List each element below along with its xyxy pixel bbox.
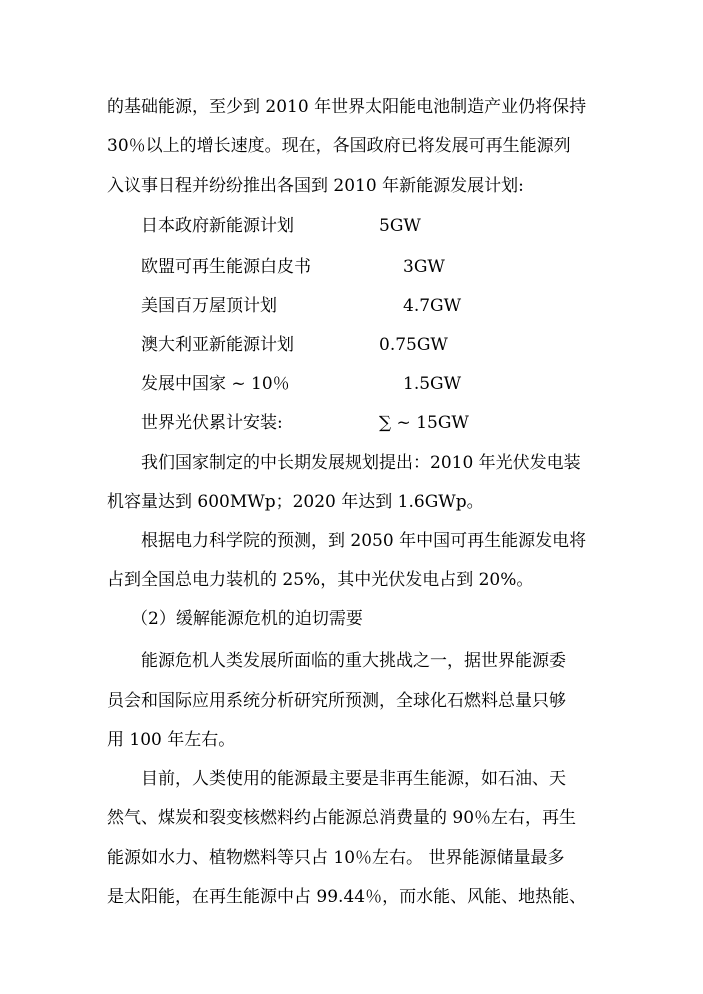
paragraph-3-line-2: 占到全国总电力装机的 25%，其中光伏发电占到 20%。 — [107, 570, 534, 590]
plan-row-japan — [141, 215, 621, 237]
plan-row-usa — [141, 295, 621, 317]
paragraph-3-line-1: 根据电力科学院的预测，到 2050 年中国可再生能源发电将 — [141, 531, 587, 551]
plan-value: ∑ ~ 15GW — [379, 413, 469, 433]
paragraph-5-line-4: 是太阳能，在再生能源中占 99.44％，而水能、风能、地热能、 — [107, 887, 587, 907]
paragraph-2-line-1: 我们国家制定的中长期发展规划提出：2010 年光伏发电装 — [141, 453, 581, 473]
paragraph-5-line-2: 然气、煤炭和裂变核燃料约占能源总消费量的 90％左右，再生 — [107, 808, 577, 828]
paragraph-4-line-2: 员会和国际应用系统分析研究所预测，全球化石燃料总量只够 — [107, 691, 566, 711]
plan-value: 1.5GW — [403, 374, 462, 394]
paragraph-1-line-2: 30％以上的增长速度。现在，各国政府已将发展可再生能源列 — [107, 136, 571, 156]
plan-name: 世界光伏累计安装: — [141, 413, 283, 433]
paragraph-5-line-3: 能源如水力、植物燃料等只占 10％左右。 世界能源储量最多 — [107, 848, 565, 868]
section-heading: （2）缓解能源危机的迫切需要 — [131, 609, 363, 629]
plan-row-eu — [141, 256, 621, 278]
plan-row-world — [141, 412, 621, 434]
plan-value: 5GW — [379, 216, 421, 236]
plan-name: 日本政府新能源计划 — [141, 216, 294, 236]
paragraph-1-line-1: 的基础能源，至少到 2010 年世界太阳能电池制造产业仍将保持 — [107, 97, 587, 117]
plan-name: 美国百万屋顶计划 — [141, 296, 277, 316]
plan-name: 欧盟可再生能源白皮书 — [141, 257, 311, 277]
paragraph-2-line-2: 机容量达到 600MWp；2020 年达到 1.6GWp。 — [107, 492, 484, 512]
plan-name: 澳大利亚新能源计划 — [141, 335, 294, 355]
plan-value: 0.75GW — [379, 335, 448, 355]
plan-row-australia — [141, 334, 621, 356]
paragraph-4-line-3: 用 100 年左右。 — [107, 730, 236, 750]
paragraph-5-line-1: 目前，人类使用的能源最主要是非再生能源，如石油、天 — [141, 769, 566, 789]
paragraph-4-line-1: 能源危机人类发展所面临的重大挑战之一，据世界能源委 — [141, 651, 566, 671]
paragraph-1-line-3: 入议事日程并纷纷推出各国到 2010 年新能源发展计划: — [107, 176, 524, 196]
plan-row-developing — [141, 373, 621, 395]
plan-name: 发展中国家 ~ 10％ — [141, 374, 290, 394]
plan-value: 4.7GW — [403, 296, 462, 316]
plan-value: 3GW — [403, 257, 445, 277]
